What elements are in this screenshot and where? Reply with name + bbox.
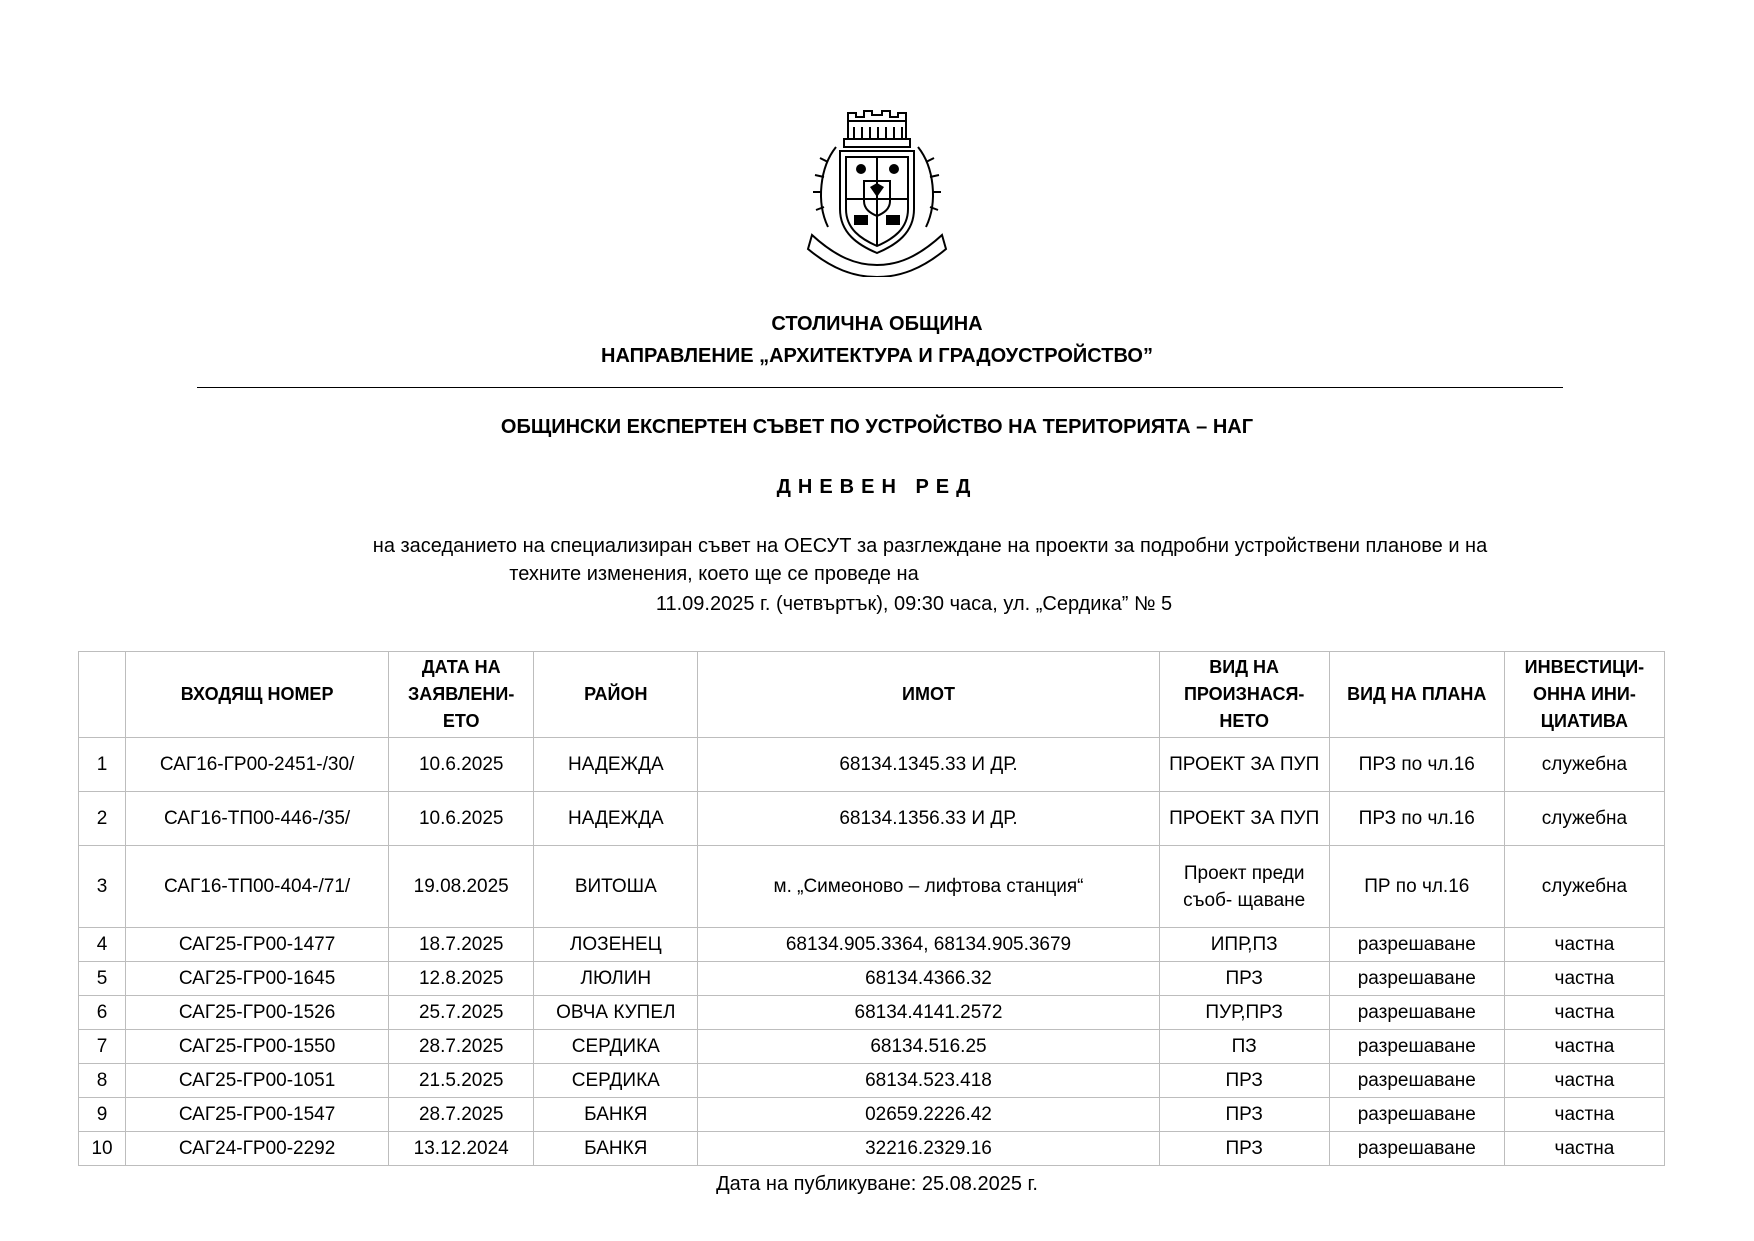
cell-ruling-type: ПРОЕКТ ЗА ПУП	[1159, 738, 1329, 792]
cell-district: НАДЕЖДА	[534, 738, 698, 792]
cell-date: 19.08.2025	[389, 846, 534, 928]
cell-plan-type: разрешаване	[1329, 962, 1504, 996]
cell-district: СЕРДИКА	[534, 1064, 698, 1098]
cell-plan-type: ПР по чл.16	[1329, 846, 1504, 928]
table-row	[79, 738, 1665, 792]
cell-number: 7	[79, 1030, 126, 1064]
table-row	[79, 1064, 1665, 1098]
cell-date: 13.12.2024	[389, 1132, 534, 1166]
cell-incoming-number: САГ25-ГР00-1526	[126, 996, 389, 1030]
table-row	[79, 846, 1665, 928]
cell-property: м. „Симеоново – лифтова станция“	[698, 846, 1159, 928]
cell-number: 1	[79, 738, 126, 792]
column-header-property: ИМОТ	[698, 652, 1159, 738]
cell-ruling-type: ПРЗ	[1159, 1132, 1329, 1166]
cell-district: ВИТОША	[534, 846, 698, 928]
table-row	[79, 1132, 1665, 1166]
table-row	[79, 1030, 1665, 1064]
table-row	[79, 928, 1665, 962]
cell-ruling-type: Проект преди съоб- щаване	[1159, 846, 1329, 928]
cell-incoming-number: САГ16-ТП00-404-/71/	[126, 846, 389, 928]
cell-date: 21.5.2025	[389, 1064, 534, 1098]
cell-number: 6	[79, 996, 126, 1030]
table-row	[79, 996, 1665, 1030]
cell-initiative: частна	[1504, 1064, 1664, 1098]
cell-number: 10	[79, 1132, 126, 1166]
cell-ruling-type: ПУР,ПРЗ	[1159, 996, 1329, 1030]
cell-number: 3	[79, 846, 126, 928]
cell-district: СЕРДИКА	[534, 1030, 698, 1064]
cell-incoming-number: САГ25-ГР00-1547	[126, 1098, 389, 1132]
cell-date: 12.8.2025	[389, 962, 534, 996]
cell-initiative: частна	[1504, 1132, 1664, 1166]
cell-number: 8	[79, 1064, 126, 1098]
cell-initiative: служебна	[1504, 792, 1664, 846]
cell-number: 5	[79, 962, 126, 996]
cell-incoming-number: САГ25-ГР00-1477	[126, 928, 389, 962]
cell-plan-type: разрешаване	[1329, 1064, 1504, 1098]
cell-incoming-number: САГ24-ГР00-2292	[126, 1132, 389, 1166]
cell-plan-type: ПРЗ по чл.16	[1329, 738, 1504, 792]
cell-ruling-type: ПЗ	[1159, 1030, 1329, 1064]
cell-number: 2	[79, 792, 126, 846]
cell-initiative: частна	[1504, 1030, 1664, 1064]
cell-district: БАНКЯ	[534, 1098, 698, 1132]
cell-ruling-type: ПРЗ	[1159, 962, 1329, 996]
header-divider	[197, 387, 1563, 388]
cell-ruling-type: ПРЗ	[1159, 1064, 1329, 1098]
cell-property: 02659.2226.42	[698, 1098, 1159, 1132]
agenda-table	[78, 651, 1665, 1166]
cell-district: БАНКЯ	[534, 1132, 698, 1166]
cell-number: 9	[79, 1098, 126, 1132]
cell-date: 10.6.2025	[389, 738, 534, 792]
column-header-plan-type: ВИД НА ПЛАНА	[1329, 652, 1504, 738]
cell-incoming-number: САГ25-ГР00-1051	[126, 1064, 389, 1098]
organization-name: СТОЛИЧНА ОБЩИНА	[771, 313, 983, 335]
cell-property: 68134.905.3364, 68134.905.3679	[698, 928, 1159, 962]
intro-line-2: техните изменения, което ще се проведе на	[509, 563, 919, 585]
cell-plan-type: разрешаване	[1329, 1098, 1504, 1132]
department-name: НАПРАВЛЕНИЕ „АРХИТЕКТУРА И ГРАДОУСТРОЙСТВО”	[601, 345, 1153, 367]
column-header-initiative: ИНВЕСТИЦИ- ОННА ИНИ- ЦИАТИВА	[1504, 652, 1664, 738]
cell-property: 68134.523.418	[698, 1064, 1159, 1098]
intro-line-1: на заседанието на специализиран съвет на ОЕСУТ за разглеждане на проекти за подробни устройствени планове и на	[372, 535, 1488, 557]
column-header-application-date: ДАТА НА ЗАЯВЛЕНИ- ЕТО	[389, 652, 534, 738]
cell-plan-type: ПРЗ по чл.16	[1329, 792, 1504, 846]
cell-property: 68134.4366.32	[698, 962, 1159, 996]
cell-incoming-number: САГ16-ТП00-446-/35/	[126, 792, 389, 846]
cell-district: НАДЕЖДА	[534, 792, 698, 846]
cell-plan-type: разрешаване	[1329, 928, 1504, 962]
cell-district: ЛОЗЕНЕЦ	[534, 928, 698, 962]
cell-incoming-number: САГ16-ГР00-2451-/30/	[126, 738, 389, 792]
cell-initiative: частна	[1504, 928, 1664, 962]
cell-initiative: служебна	[1504, 846, 1664, 928]
cell-number: 4	[79, 928, 126, 962]
table-row	[79, 1098, 1665, 1132]
cell-date: 28.7.2025	[389, 1030, 534, 1064]
cell-property: 68134.4141.2572	[698, 996, 1159, 1030]
cell-district: ЛЮЛИН	[534, 962, 698, 996]
cell-plan-type: разрешаване	[1329, 1030, 1504, 1064]
cell-ruling-type: ПРЗ	[1159, 1098, 1329, 1132]
cell-plan-type: разрешаване	[1329, 996, 1504, 1030]
cell-ruling-type: ПРОЕКТ ЗА ПУП	[1159, 792, 1329, 846]
cell-plan-type: разрешаване	[1329, 1132, 1504, 1166]
cell-date: 28.7.2025	[389, 1098, 534, 1132]
cell-property: 32216.2329.16	[698, 1132, 1159, 1166]
cell-initiative: частна	[1504, 1098, 1664, 1132]
cell-incoming-number: САГ25-ГР00-1645	[126, 962, 389, 996]
cell-incoming-number: САГ25-ГР00-1550	[126, 1030, 389, 1064]
council-title: ОБЩИНСКИ ЕКСПЕРТЕН СЪВЕТ ПО УСТРОЙСТВО НА ТЕРИТОРИЯТА – НАГ	[500, 416, 1254, 438]
column-header-number	[79, 652, 126, 738]
table-header-row	[79, 652, 1665, 738]
cell-initiative: служебна	[1504, 738, 1664, 792]
meeting-datetime: 11.09.2025 г. (четвъртък), 09:30 часа, ул. „Сердика” № 5	[655, 593, 1173, 615]
cell-property: 68134.1356.33 И ДР.	[698, 792, 1159, 846]
cell-date: 10.6.2025	[389, 792, 534, 846]
column-header-ruling-type: ВИД НА ПРОИЗНАСЯ- НЕТО	[1159, 652, 1329, 738]
sofia-coat-of-arms-logo	[806, 107, 948, 277]
cell-district: ОВЧА КУПЕЛ	[534, 996, 698, 1030]
table-row	[79, 792, 1665, 846]
table-row	[79, 962, 1665, 996]
cell-date: 18.7.2025	[389, 928, 534, 962]
cell-ruling-type: ИПР,ПЗ	[1159, 928, 1329, 962]
cell-initiative: частна	[1504, 962, 1664, 996]
column-header-district: РАЙОН	[534, 652, 698, 738]
cell-date: 25.7.2025	[389, 996, 534, 1030]
agenda-title: ДНЕВЕН РЕД	[776, 476, 978, 498]
cell-property: 68134.516.25	[698, 1030, 1159, 1064]
cell-property: 68134.1345.33 И ДР.	[698, 738, 1159, 792]
cell-initiative: частна	[1504, 996, 1664, 1030]
publication-date: Дата на публикуване: 25.08.2025 г.	[716, 1173, 1038, 1195]
column-header-incoming-number: ВХОДЯЩ НОМЕР	[126, 652, 389, 738]
